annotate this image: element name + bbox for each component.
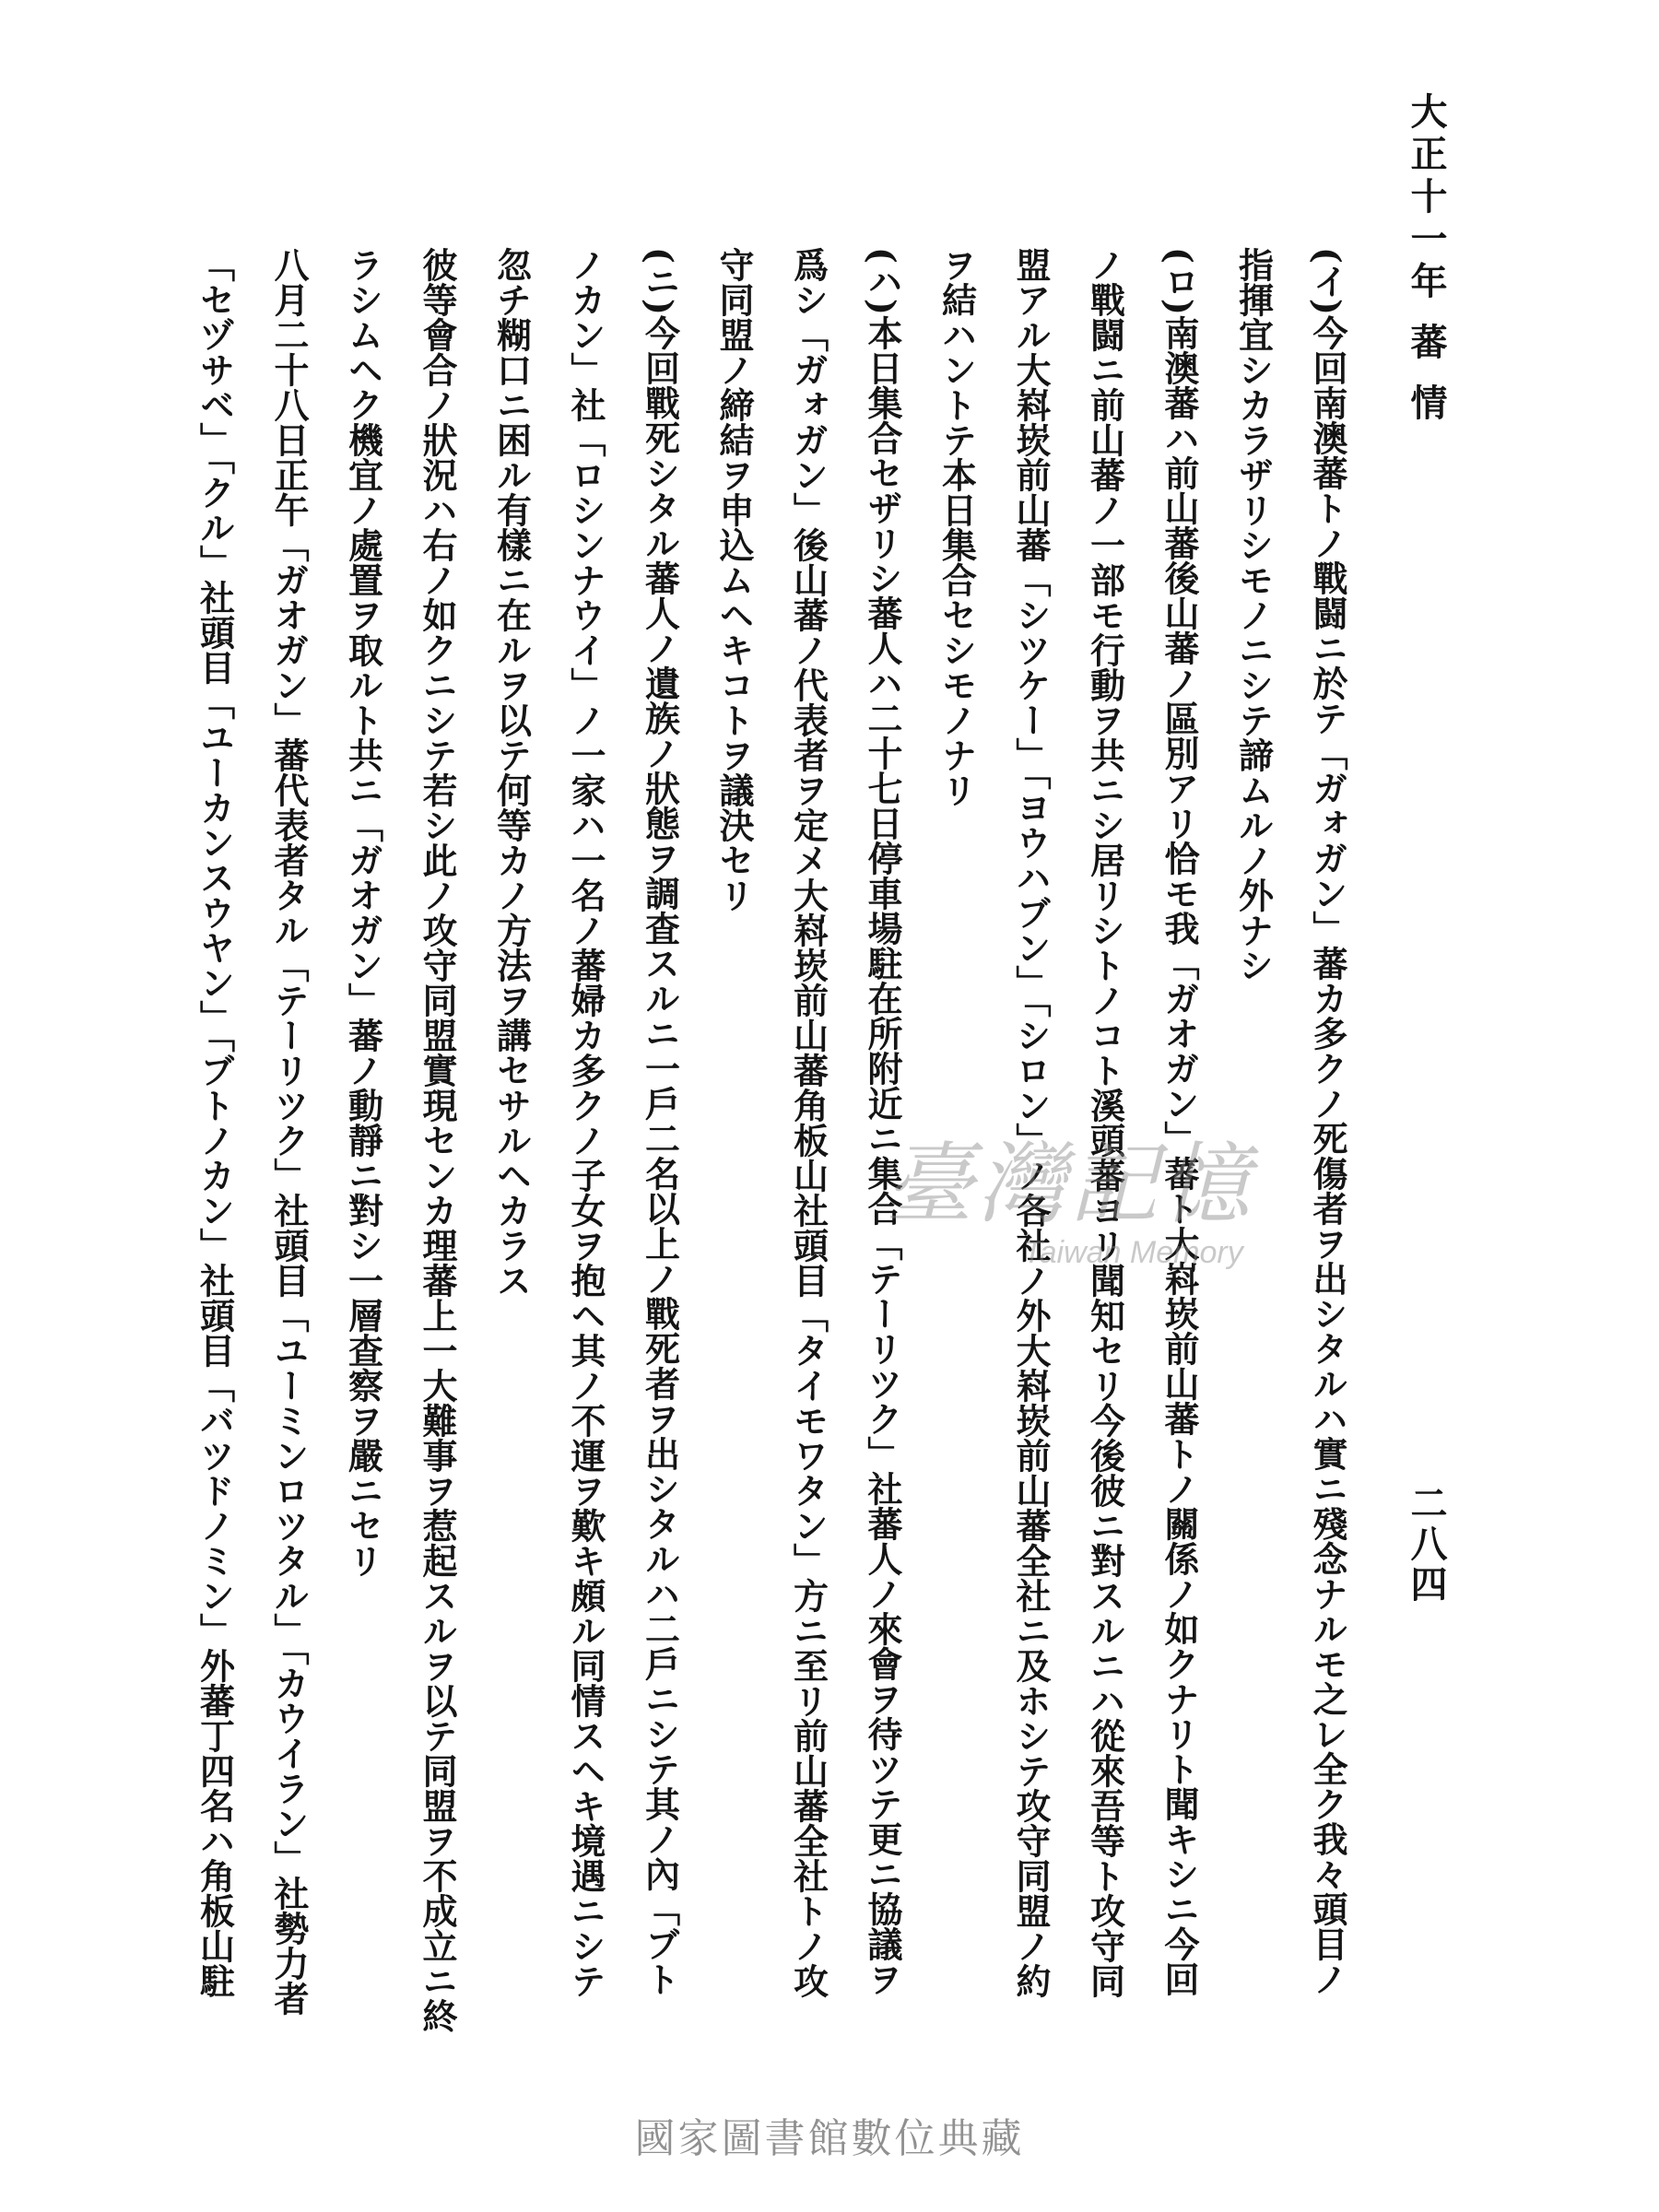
text-column (252, 247, 326, 2016)
text-column (1216, 247, 1290, 1998)
column-text: 「セヅサベ」「クル」社頭目「ユーカンスウヤン」「ブトノカン」社頭目「バツドノミン」外蕃丁四名ハ角板山駐 (194, 247, 236, 1998)
column-text: ラシムヘク機宜ノ處置ヲ取ルト共ニ「ガオガン」蕃ノ動靜ニ對シ一層查察ヲ嚴ニセリ (342, 247, 384, 1578)
column-text: 指揮宜シカラザリシモノニシテ諦ムルノ外ナシ (1232, 247, 1275, 982)
watermark-main-text: 臺灣記憶 (885, 1133, 1253, 1236)
text-column (919, 247, 994, 1998)
text-column (1290, 247, 1365, 1998)
body-text (194, 247, 1364, 2033)
text-column (845, 247, 920, 1998)
text-column (771, 247, 845, 1998)
item-marker: (イ) (1307, 247, 1348, 315)
column-text: 南澳蕃ハ前山蕃後山蕃ノ區別アリ恰モ我「ガオガン」蕃ト大嵙崁前山蕃トノ關係ノ如クナリト聞キシニ今回 (1159, 314, 1200, 1996)
column-text: 忽チ糊口ニ困ル有樣ニ在ルヲ以テ何等カノ方法ヲ講セサルヘカラス (490, 247, 533, 1298)
running-title: 大正十一年 蕃 情 (1405, 92, 1448, 426)
item-marker: (ロ) (1159, 247, 1200, 315)
page-number: 二八四 (1405, 1484, 1448, 1606)
text-column (994, 247, 1068, 1998)
column-text: ノカン」社「ロシンナウイ」ノ一家ハ一名ノ蕃婦カ多クノ子女ヲ抱ヘ其ノ不運ヲ歎キ頗ル同情スヘキ境遇ニシテ (565, 247, 606, 1998)
watermark-sub-text: Taiwan Memory (1023, 1235, 1243, 1270)
column-text: 守同盟ノ締結ヲ申込ムヘキコトヲ議決セリ (713, 247, 755, 912)
column-text: 今回戰死シタル蕃人ノ遺族ノ狀態ヲ調査スルニ一戶二名以上ノ戰死者ヲ出シタルハ二戶ニシテ其ノ內「ブト (639, 314, 681, 1996)
text-column (548, 247, 623, 1998)
text-column (474, 247, 548, 1998)
column-text: 本日集合セザリシ蕃人ハ二十七日停車場駐在所附近ニ集合「テーリツク」社蕃人ノ來會ヲ待ツテ更ニ協議ヲ (862, 314, 903, 1996)
column-text: ヲ結ハントテ本日集合セシモノナリ (935, 247, 978, 807)
column-text: 彼等會合ノ狀況ハ右ノ如クニシテ若シ此ノ攻守同盟實現センカ理蕃上一大難事ヲ惹起スルヲ以テ同盟ヲ不成立ニ終 (417, 247, 458, 2033)
item-marker: (ニ) (639, 247, 681, 315)
column-text: 爲シ「ガォガン」後山蕃ノ代表者ヲ定メ大嵙崁前山蕃角板山社頭目「タイモワタン」方ニ至リ前山蕃全社トノ攻 (787, 247, 830, 1998)
column-text: 今回南澳蕃トノ戰闘ニ於テ「ガォガン」蕃カ多クノ死傷者ヲ出シタルハ實ニ殘念ナルモ之レ全ク我々頭目ノ (1307, 314, 1348, 1996)
column-text: 八月二十八日正午「ガオガン」蕃代表者タル「テーリツク」社頭目「ユーミンロツタル」「カウイラン」社勢力者 (268, 247, 310, 2016)
text-column (1142, 247, 1217, 1998)
text-column (400, 247, 475, 2033)
column-text: ノ戰闘ニ前山蕃ノ一部モ行動ヲ共ニシ居リシトノコト溪頭蕃ヨリ聞知セリ今後彼ニ對スルニハ從來吾等ト攻守同 (1084, 247, 1126, 1998)
text-column (697, 247, 771, 1998)
text-column (177, 247, 252, 1998)
text-column (1067, 247, 1142, 1998)
item-marker: (ハ) (862, 247, 903, 315)
text-column (325, 247, 400, 1998)
column-text: 盟アル大嵙崁前山蕃「シツケー」「ヨウハブン」「シロン」ノ各社ノ外大嵙崁前山蕃全社ニ及ホシテ攻守同盟ノ約 (1010, 247, 1052, 1998)
text-column (622, 247, 697, 1998)
footer-credit: 國家圖書館數位典藏 (634, 2115, 1025, 2162)
